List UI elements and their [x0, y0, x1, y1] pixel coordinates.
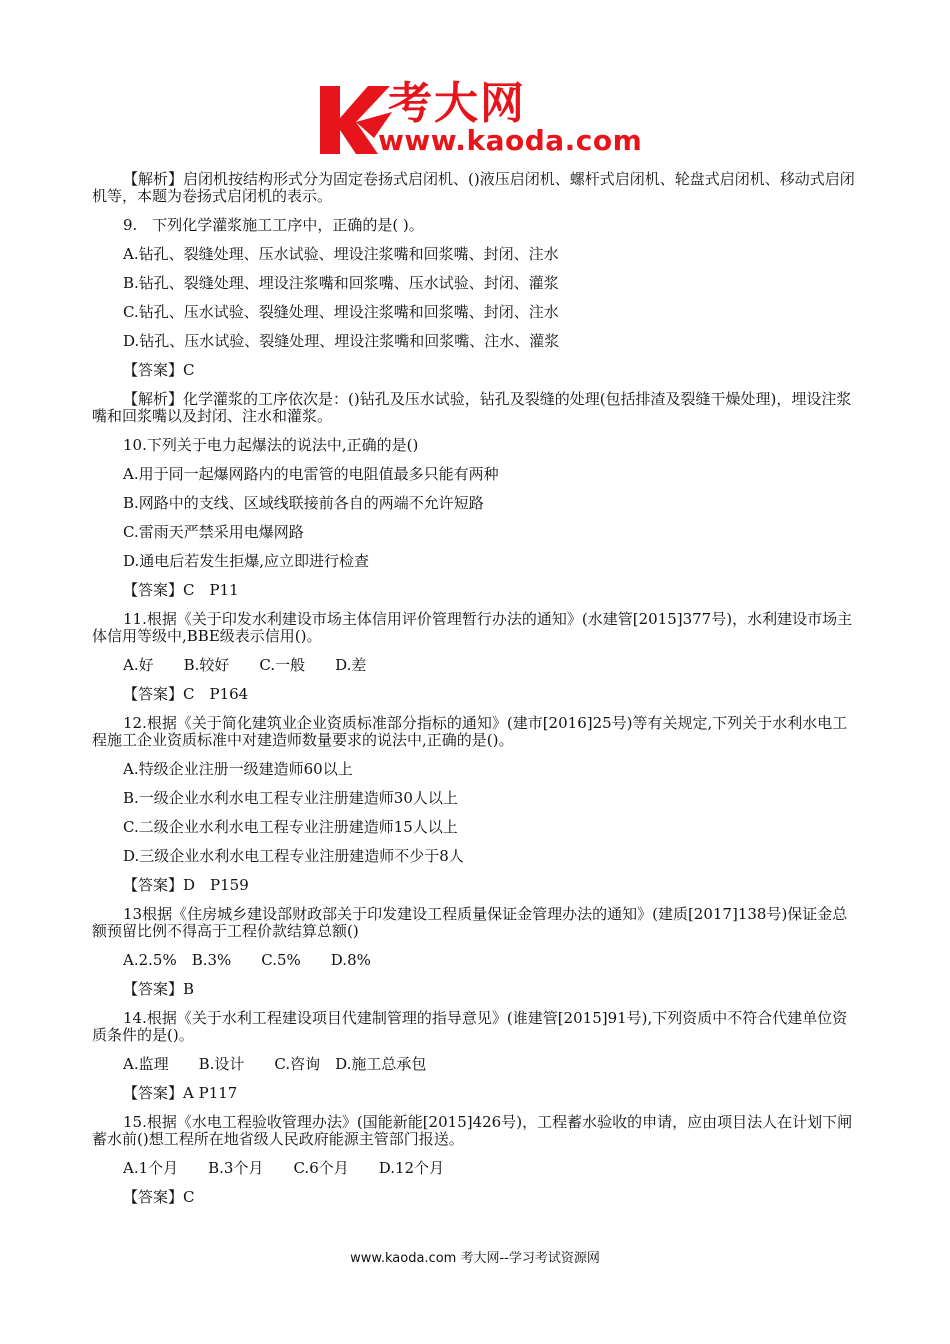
option-10c: C.雷雨天严禁采用电爆网路 — [123, 523, 304, 541]
analysis-9: 【解析】化学灌浆的工序依次是：()钻孔及压水试验，钻孔及裂缝的处理(包括排渣及裂缝干燥处理)，埋设注浆嘴和回浆嘴以及封闭、注水和灌浆。 — [92, 390, 852, 425]
options-14: A.监理 B.设计 C.咨询 D.施工总承包 — [123, 1055, 427, 1073]
answer-12: 【答案】D P159 — [123, 876, 249, 894]
answer-10: 【答案】C P11 — [123, 581, 239, 599]
option-12b: B.一级企业水利水电工程专业注册建造师30人以上 — [123, 789, 458, 807]
answer-11: 【答案】C P164 — [123, 685, 249, 703]
option-12d: D.三级企业水利水电工程专业注册建造师不少于8人 — [123, 847, 464, 865]
answer-15: 【答案】C — [123, 1188, 195, 1206]
kaoda-logo — [316, 80, 646, 160]
answer-13: 【答案】B — [123, 980, 195, 998]
options-11: A.好 B.较好 C.一般 D.差 — [123, 656, 367, 674]
logo-chinese-text: 考大网 — [388, 78, 526, 129]
logo-url-text: www.kaoda.com — [378, 124, 643, 157]
option-12a: A.特级企业注册一级建造师60以上 — [123, 760, 353, 778]
question-14: 14.根据《关于水利工程建设项目代建制管理的指导意见》(谁建管[2015]91号),下列资质中不符合代建单位资质条件的是()。 — [92, 1009, 848, 1044]
option-9d: D.钻孔、压水试验、裂缝处理、埋设注浆嘴和回浆嘴、注水、灌浆 — [123, 332, 560, 350]
analysis-q8: 【解析】启闭机按结构形式分为固定卷扬式启闭机、()液压启闭机、螺杆式启闭机、轮盘式启闭机、移动式启闭机等，本题为卷扬式启闭机的表示。 — [92, 170, 855, 205]
option-12c: C.二级企业水利水电工程专业注册建造师15人以上 — [123, 818, 458, 836]
option-10a: A.用于同一起爆网路内的电雷管的电阻值最多只能有两种 — [123, 465, 499, 483]
question-11: 11.根据《关于印发水利建设市场主体信用评价管理暂行办法的通知》(水建管[2015]377号)，水利建设市场主体信用等级中,BBE级表示信用()。 — [92, 610, 853, 645]
answer-14: 【答案】A P117 — [123, 1084, 238, 1102]
options-13: A.2.5% B.3% C.5% D.8% — [123, 951, 371, 969]
option-9b: B.钻孔、裂缝处理、埋设注浆嘴和回浆嘴、压水试验、封闭、灌浆 — [123, 274, 559, 292]
question-9: 9. 下列化学灌浆施工工序中，正确的是( )。 — [123, 216, 424, 234]
option-9a: A.钻孔、裂缝处理、压水试验、埋设注浆嘴和回浆嘴、封闭、注水 — [123, 245, 559, 263]
answer-9: 【答案】C — [123, 361, 195, 379]
page-footer: www.kaoda.com 考大网--学习考试资源网 — [350, 1251, 600, 1266]
question-15: 15.根据《水电工程验收管理办法》(国能新能[2015]426号)，工程蓄水验收的申请，应由项目法人在计划下闸蓄水前()想工程所在地省级人民政府能源主管部门报送。 — [92, 1113, 853, 1148]
option-10d: D.通电后若发生拒爆,应立即进行检查 — [123, 552, 370, 570]
question-13: 13根据《住房城乡建设部财政部关于印发建设工程质量保证金管理办法的通知》(建质[2017]138号)保证金总额预留比例不得高于工程价款结算总额() — [92, 905, 848, 940]
options-15: A.1个月 B.3个月 C.6个月 D.12个月 — [123, 1159, 445, 1177]
option-10b: B.网路中的支线、区域线联接前各自的两端不允许短路 — [123, 494, 484, 512]
option-9c: C.钻孔、压水试验、裂缝处理、埋设注浆嘴和回浆嘴、封闭、注水 — [123, 303, 559, 321]
question-10: 10.下列关于电力起爆法的说法中,正确的是() — [123, 436, 419, 454]
question-12: 12.根据《关于简化建筑业企业资质标准部分指标的通知》(建市[2016]25号)等有关规定,下列关于水利水电工程施工企业资质标准中对建造师数量要求的说法中,正确的是()。 — [92, 714, 848, 749]
document-body — [92, 171, 856, 1206]
